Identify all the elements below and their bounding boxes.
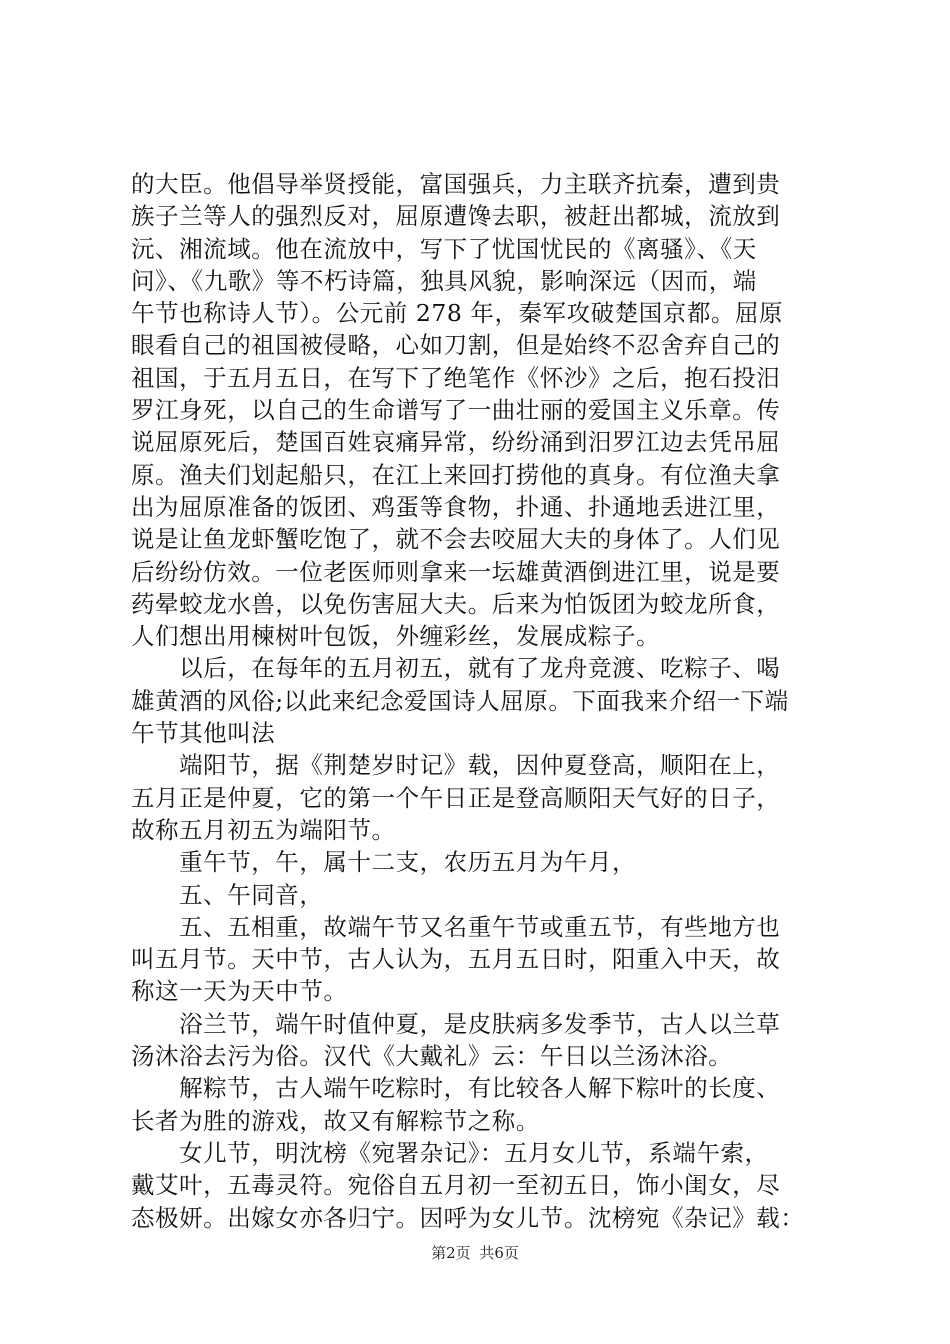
text-line: 午节也称诗人节）。公元前 278 年，秦军攻破楚国京都。屈原 — [131, 299, 784, 328]
text-line: 叫五月节。天中节，古人认为，五月五日时，阳重入中天，故 — [131, 945, 781, 974]
text-line: 女儿节，明沈榜《宛署杂记》：五月女儿节，系端午索， — [131, 1138, 769, 1167]
text-line: 族子兰等人的强烈反对，屈原遭馋去职，被赶出都城，流放到 — [131, 202, 781, 231]
text-line: 浴兰节，端午时值仲夏，是皮肤病多发季节，古人以兰草 — [131, 1009, 781, 1038]
text-line: 说屈原死后，楚国百姓哀痛异常，纷纷涌到汨罗江边去凭吊屈 — [131, 428, 781, 457]
page-number: 第2页 — [431, 1244, 471, 1262]
text-line: 问》、《九歌》等不朽诗篇，独具风貌，影响深远（因而，端 — [131, 266, 757, 295]
text-line: 的大臣。他倡导举贤授能，富国强兵，力主联齐抗秦，遭到贵 — [131, 170, 781, 198]
text-line: 沅、湘流域。他在流放中，写下了忧国忧民的《离骚》、《天 — [131, 234, 757, 263]
text-line: 眼看自己的祖国被侵略，心如刀割，但是始终不忍舍弃自己的 — [131, 331, 781, 360]
body-text — [131, 168, 847, 1234]
text-line: 罗江身死，以自己的生命谱写了一曲壮丽的爱国主义乐章。传 — [131, 396, 781, 425]
text-line: 五月正是仲夏，它的第一个午日正是登高顺阳天气好的日子， — [131, 783, 781, 812]
text-line: 五、午同音， — [131, 880, 324, 909]
text-line: 五、五相重，故端午节又名重午节或重五节，有些地方也 — [131, 912, 781, 941]
text-line: 解粽节，古人端午吃粽时，有比较各人解下粽叶的长度、 — [131, 1074, 781, 1103]
text-line: 称这一天为天中节。 — [131, 977, 348, 1006]
text-line: 药晕蛟龙水兽，以免伤害屈大夫。后来为怕饭团为蛟龙所食， — [131, 589, 781, 618]
page-total: 共6页 — [479, 1244, 519, 1262]
text-line: 雄黄酒的风俗;以此来纪念爱国诗人屈原。下面我来介绍一下端 — [131, 686, 789, 715]
page-footer — [0, 1242, 950, 1263]
text-line: 午节其他叫法 — [131, 719, 276, 748]
text-line: 以后，在每年的五月初五，就有了龙舟竞渡、吃粽子、喝 — [131, 654, 781, 683]
text-line: 原。渔夫们划起船只，在江上来回打捞他的真身。有位渔夫拿 — [131, 460, 781, 489]
text-line: 故称五月初五为端阳节。 — [131, 815, 396, 844]
text-line: 态极妍。出嫁女亦各归宁。因呼为女儿节。沈榜宛《杂记》载： — [131, 1203, 805, 1232]
text-line: 出为屈原准备的饭团、鸡蛋等食物，扑通、扑通地丢进江里， — [131, 492, 781, 521]
text-line: 人们想出用楝树叶包饭，外缠彩丝，发展成粽子。 — [131, 622, 661, 651]
text-line: 长者为胜的游戏，故又有解粽节之称。 — [131, 1106, 540, 1135]
text-line: 重午节，午，属十二支，农历五月为午月， — [131, 848, 637, 877]
text-line: 祖国，于五月五日，在写下了绝笔作《怀沙》之后，抱石投汨 — [131, 363, 781, 392]
text-line: 端阳节，据《荆楚岁时记》载，因仲夏登高，顺阳在上， — [131, 751, 781, 780]
text-line: 汤沐浴去污为俗。汉代《大戴礼》云：午日以兰汤沐浴。 — [131, 1042, 733, 1071]
text-line: 说是让鱼龙虾蟹吃饱了，就不会去咬屈大夫的身体了。人们见 — [131, 525, 781, 554]
text-line: 后纷纷仿效。一位老医师则拿来一坛雄黄酒倒进江里，说是要 — [131, 557, 781, 586]
text-line: 戴艾叶，五毒灵符。宛俗自五月初一至初五日，饰小闺女，尽 — [131, 1171, 781, 1200]
